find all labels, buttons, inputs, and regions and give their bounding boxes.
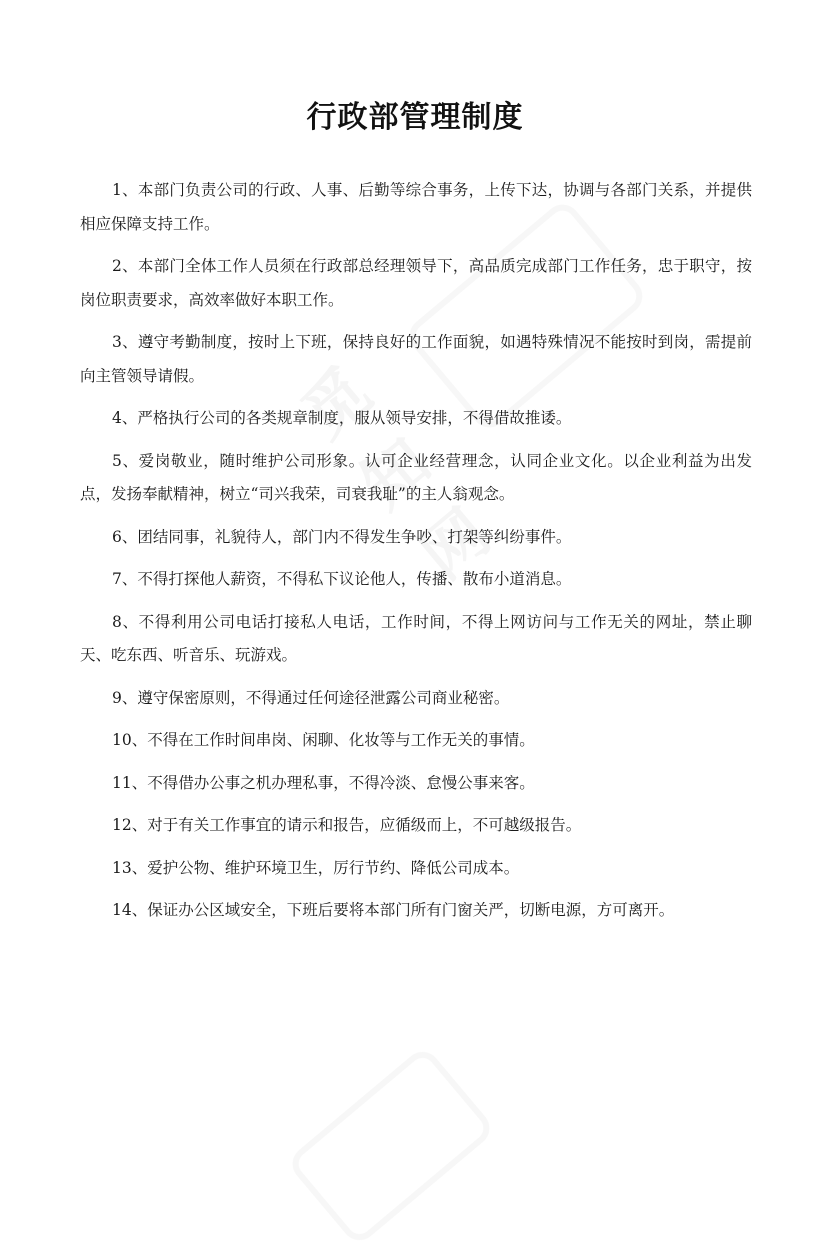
rule-item-4: 4、严格执行公司的各类规章制度，服从领导安排，不得借故推诿。 [112,409,572,427]
rule-item-10: 10、不得在工作时间串岗、闲聊、化妆等与工作无关的事情。 [112,731,535,749]
rule-item-8: 8、不得利用公司电话打接私人电话，工作时间，不得上网访问与工作无关的网址，禁止聊天、吃东西、听音乐、玩游戏。 [80,612,752,664]
rule-item-6: 6、团结同事，礼貌待人，部门内不得发生争吵、打架等纠纷事件。 [112,527,572,546]
rules-list [80,174,752,937]
rule-item-1: 1、本部门负责公司的行政、人事、后勤等综合事务，上传下达，协调与各部门关系，并提供相应保障支持工作。 [80,181,752,233]
rule-item-7: 7、不得打探他人薪资，不得私下议论他人，传播、散布小道消息。 [112,570,572,588]
rule-item-9: 9、遵守保密原则，不得通过任何途径泄露公司商业秘密。 [112,688,510,707]
rule-item-11: 11、不得借办公事之机办理私事，不得冷淡、怠慢公事来客。 [112,773,535,792]
rule-item-2: 2、本部门全体工作人员须在行政部总经理领导下，高品质完成部门工作任务，忠于职守，按岗位职责要求，高效率做好本职工作。 [80,257,752,309]
rule-item-14: 14、保证办公区域安全，下班后要将本部门所有门窗关严，切断电源，方可离开。 [112,901,675,919]
rule-item-5: 5、爱岗敬业，随时维护公司形象。认可企业经营理念，认同企业文化。以企业利益为出发点，发扬奉献精神，树立“司兴我荣，司衰我耻”的主人翁观念。 [80,451,752,503]
watermark-text: 觅知网 [289,351,509,594]
page-title: 行政部管理制度 [306,100,524,135]
rule-item-13: 13、爱护公物、维护环境卫生，厉行节约、降低公司成本。 [112,858,520,877]
rule-item-3: 3、遵守考勤制度，按时上下班，保持良好的工作面貌，如遇特殊情况不能按时到岗，需提前向主管领导请假。 [80,333,752,385]
rule-item-12: 12、对于有关工作事宜的请示和报告，应循级而上，不可越级报告。 [112,816,582,834]
watermark-logo-shape-bottom [285,1045,496,1247]
